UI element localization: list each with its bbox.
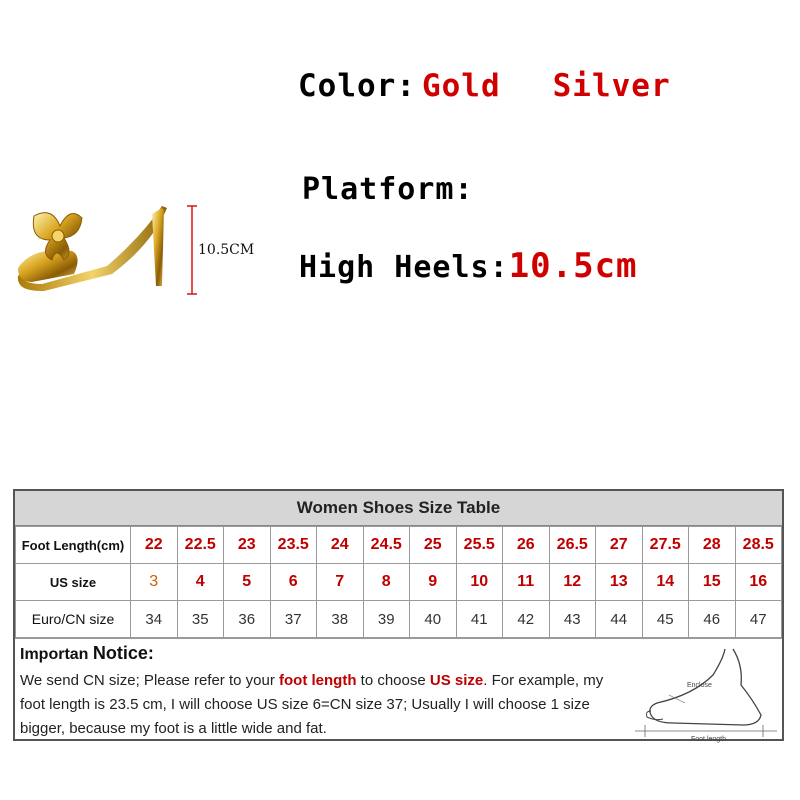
table-cell: 3	[131, 564, 178, 601]
table-cell: 34	[131, 601, 178, 638]
table-cell: 25.5	[456, 527, 503, 564]
platform-spec	[302, 172, 474, 207]
table-cell: 38	[317, 601, 364, 638]
size-table-grid	[15, 526, 782, 638]
table-cell: 24	[317, 527, 364, 564]
heel-label: High Heels:	[299, 250, 509, 285]
table-cell: 25	[410, 527, 457, 564]
heel-dimension-label: 10.5CM	[198, 242, 255, 258]
table-cell: 47	[735, 601, 782, 638]
notice-text-part: We send CN size; Please refer to your	[20, 672, 279, 689]
table-cell: 10	[456, 564, 503, 601]
table-cell: 6	[270, 564, 317, 601]
table-cell: 9	[410, 564, 457, 601]
table-cell: 40	[410, 601, 457, 638]
table-cell: 4	[177, 564, 224, 601]
table-cell: 22.5	[177, 527, 224, 564]
table-cell: 45	[642, 601, 689, 638]
notice-highlight-foot-length: foot length	[279, 672, 357, 689]
foot-length-label: Foot length	[691, 736, 727, 743]
table-cell: 8	[363, 564, 410, 601]
table-row-foot-length	[16, 527, 782, 564]
table-cell: 43	[549, 601, 596, 638]
table-cell: 37	[270, 601, 317, 638]
notice-title-prefix: Importan	[20, 646, 89, 663]
table-cell: 15	[689, 564, 736, 601]
color-option-gold[interactable]: Gold	[421, 68, 501, 104]
notice-highlight-us-size: US size	[429, 672, 484, 689]
table-row-us-size	[16, 564, 782, 601]
table-cell: 12	[549, 564, 596, 601]
table-cell: 5	[224, 564, 271, 601]
table-cell: 23	[224, 527, 271, 564]
foot-measure-icon	[633, 645, 779, 743]
heel-value: 10.5cm	[508, 246, 638, 286]
size-table-title: Women Shoes Size Table	[15, 491, 782, 526]
table-row-euro-cn-size	[16, 601, 782, 638]
table-cell: 39	[363, 601, 410, 638]
table-cell: 28.5	[735, 527, 782, 564]
table-cell: 22	[131, 527, 178, 564]
shoe-image	[12, 196, 177, 296]
row-header: US size	[16, 564, 131, 601]
table-cell: 14	[642, 564, 689, 601]
row-header: Foot Length(cm)	[16, 527, 131, 564]
table-cell: 26	[503, 527, 550, 564]
table-cell: 36	[224, 601, 271, 638]
table-cell: 11	[503, 564, 550, 601]
notice-text-part: . For example, my foot length is 23.5 cm, I will choose US size 6=CN size 37; Usually I will choose 1 size bigger, because my foot is a little wide and fat.	[20, 672, 604, 737]
table-cell: 46	[689, 601, 736, 638]
table-cell: 41	[456, 601, 503, 638]
notice-text-part: to choose	[356, 672, 430, 689]
heel-dimension-marker	[186, 204, 198, 296]
heel-height-spec	[299, 246, 638, 286]
notice-text	[20, 669, 630, 741]
table-cell: 23.5	[270, 527, 317, 564]
color-label: Color:	[298, 68, 416, 104]
table-cell: 42	[503, 601, 550, 638]
notice-title-word: Notice:	[92, 643, 154, 663]
table-cell: 35	[177, 601, 224, 638]
notice-title	[20, 643, 154, 664]
table-cell: 28	[689, 527, 736, 564]
size-table	[13, 489, 784, 741]
notice-box	[15, 638, 782, 748]
table-cell: 24.5	[363, 527, 410, 564]
table-cell: 26.5	[549, 527, 596, 564]
color-options	[298, 68, 671, 104]
table-cell: 27.5	[642, 527, 689, 564]
table-cell: 16	[735, 564, 782, 601]
table-cell: 13	[596, 564, 643, 601]
table-cell: 7	[317, 564, 364, 601]
row-header: Euro/CN size	[16, 601, 131, 638]
table-cell: 27	[596, 527, 643, 564]
color-option-silver[interactable]: Silver	[552, 68, 671, 104]
foot-enclose-label: Enclose	[687, 682, 712, 689]
table-cell: 44	[596, 601, 643, 638]
platform-label: Platform:	[302, 172, 474, 207]
